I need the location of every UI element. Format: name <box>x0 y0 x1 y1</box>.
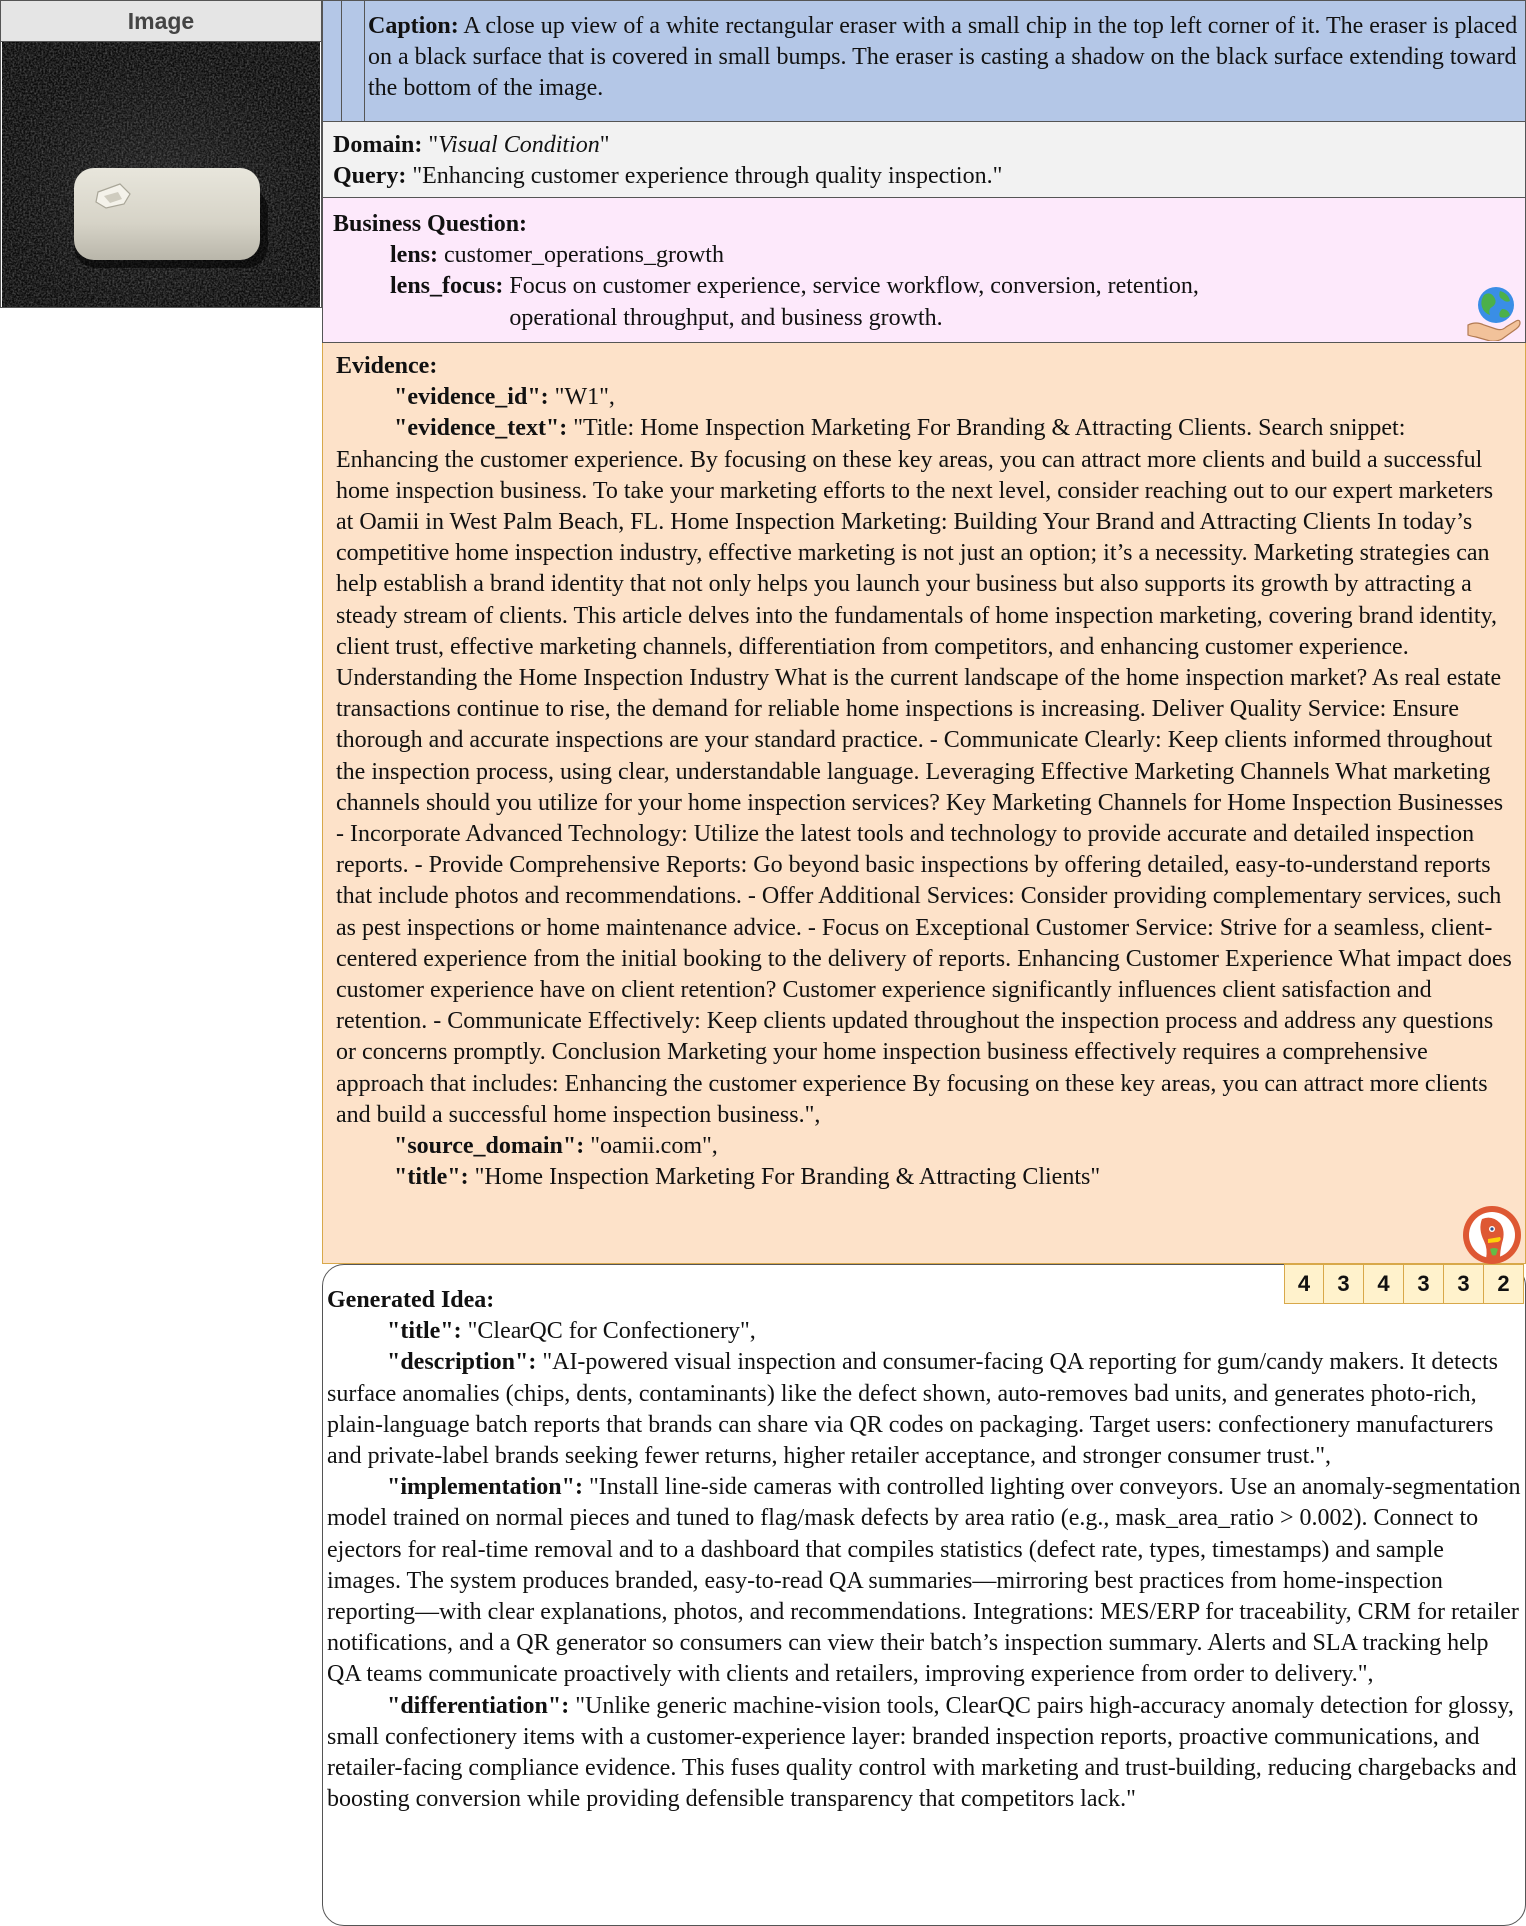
idea-implementation: "implementation": "Install line-side cameras with controlled lighting over conveyors. Use an anomaly-segmentation model trained on normal pieces and tuned to flag/mask defects by area ratio (e.g., mask_area_ratio > 0.002). Connect to ejectors for real-time removal and to a dashboard that compiles statistics (defect rate, types, timestamps) and sample images. The system produces branded, easy-to-read QA summaries—mirroring best practices from home-inspection reporting—with clear explanations, photos, and recommendations. Integrations: MES/ERP for traceability, CRM for retailer notifications, and a QR generator so consumers can view their batch’s inspection summary. Alerts and SLA tracking help QA teams communicate proactively with clients and retailers, improving experience from order to delivery.", <box>327 1474 1521 1688</box>
score-box: 3 <box>1404 1264 1444 1304</box>
business-question-panel <box>322 198 1526 343</box>
eraser-photo <box>2 42 320 307</box>
score-box: 4 <box>1364 1264 1404 1304</box>
evidence-id-line: "evidence_id": "W1", <box>394 384 615 411</box>
score-box: 3 <box>1444 1264 1484 1304</box>
domain-query-panel <box>322 122 1526 198</box>
domain-line: Domain: "Visual Condition" <box>333 132 610 158</box>
evidence-source-line: "source_domain": "oamii.com", <box>394 1133 718 1160</box>
score-box: 2 <box>1484 1264 1524 1304</box>
business-question-label: Business Question: <box>333 211 528 237</box>
image-panel-title: Image <box>1 1 321 42</box>
evidence-text: "evidence_text": "Title: Home Inspection Marketing For Branding & Attracting Clients. Search snippet: Enhancing the customer experience. By focusing on these key areas, you can attract more clients and build a successful home inspection business. To take your marketing efforts to the next level, consider reaching out to our expert marketers at Oamii in West Palm Beach, FL. Home Inspection Marketing: Building Your Brand and Attracting Clients In today’s competitive home inspection industry, effective marketing is not just an option; it’s a necessity. Marketing strategies can help establish a brand identity that not only helps you launch your business but also supports its growth by attracting a steady stream of clients. This article delves into the fundamentals of home inspection marketing, covering brand identity, client trust, effective marketing channels, differentiation from competitors, and enhancing customer experience. Understanding the Home Inspection Industry What is the current landscape of the home inspection market? As real estate transactions continue to rise, the demand for reliable home inspections is increasing. Deliver Quality Service: Ensure thorough and accurate inspections are your standard practice. - Communicate Clearly: Keep clients informed throughout the inspection process, using clear, understandable language. Leveraging Effective Marketing Channels What marketing channels should you utilize for your home inspection services? Key Marketing Channels for Home Inspection Businesses - Incorporate Advanced Technology: Utilize the latest tools and technology to provide accurate and detailed inspection reports. - Provide Comprehensive Reports: Go beyond basic inspections by offering detailed, easy-to-understand reports that include photos and recommendations. - Offer Additional Services: Consider providing complementary services, such as pest inspections or home maintenance advice. - Focus on Exceptional Customer Service: Strive for a seamless, client-centered experience from the initial booking to the delivery of reports. Enhancing Customer Experience What impact does customer experience have on client retention? Customer experience significantly influences client satisfaction and retention. - Communicate Effectively: Keep clients updated throughout the inspection process and address any questions or concerns promptly. Conclusion Marketing your home inspection business effectively requires a comprehensive approach that includes: Enhancing the customer experience By focusing on these key areas, you can attract more clients and build a successful home inspection business.", <box>336 415 1512 1128</box>
globe-in-hand-icon <box>1466 283 1522 341</box>
generated-idea-label: Generated Idea: <box>327 1287 495 1313</box>
evidence-panel <box>322 343 1526 1264</box>
idea-title-line: "title": "ClearQC for Confectionery", <box>387 1318 756 1345</box>
score-box: 3 <box>1324 1264 1364 1304</box>
query-line: Query: "Enhancing customer experience through quality inspection." <box>333 163 1003 190</box>
idea-description: "description": "AI-powered visual inspection and consumer-facing QA reporting for gum/candy makers. It detects surface anomalies (chips, dents, contaminants) like the defect shown, auto-removes bad units, and generates photo-rich, plain-language batch reports that brands can share via QR codes on packaging. Target users: confectionery manufacturers and private-label brands seeking fewer returns, higher retailer acceptance, and stronger consumer trust.", <box>327 1349 1498 1470</box>
caption-side-bar <box>341 1 365 121</box>
lens-line: lens: customer_operations_growth <box>390 242 724 269</box>
lens-focus-line: lens_focus: Focus on customer experience, service workflow, conversion, retention, operational throughput, and business growth. <box>390 273 1199 331</box>
caption-text: Caption: A close up view of a white rectangular eraser with a small chip in the top left corner of it. The eraser is placed on a black surface that is covered in small bumps. The eraser is casting a shadow on the black surface extending toward the bottom of the image. <box>368 13 1518 102</box>
evidence-title-line: "title": "Home Inspection Marketing For Branding & Attracting Clients" <box>394 1164 1101 1191</box>
duckduckgo-icon <box>1462 1205 1522 1265</box>
idea-differentiation: "differentiation": "Unlike generic machine-vision tools, ClearQC pairs high-accuracy anomaly detection for glossy, small confectionery items with a customer-experience layer: branded inspection reports, proactive communications, and retailer-facing compliance evidence. This fuses quality control with marketing and trust-building, reducing chargebacks and boosting conversion while providing defensible transparency that competitors lack." <box>327 1692 1517 1813</box>
caption-panel <box>322 0 1526 122</box>
score-boxes <box>1284 1264 1524 1304</box>
generated-idea-panel <box>322 1264 1526 1926</box>
score-box: 4 <box>1284 1264 1324 1304</box>
image-panel <box>0 0 322 308</box>
evidence-label: Evidence: <box>336 353 438 379</box>
